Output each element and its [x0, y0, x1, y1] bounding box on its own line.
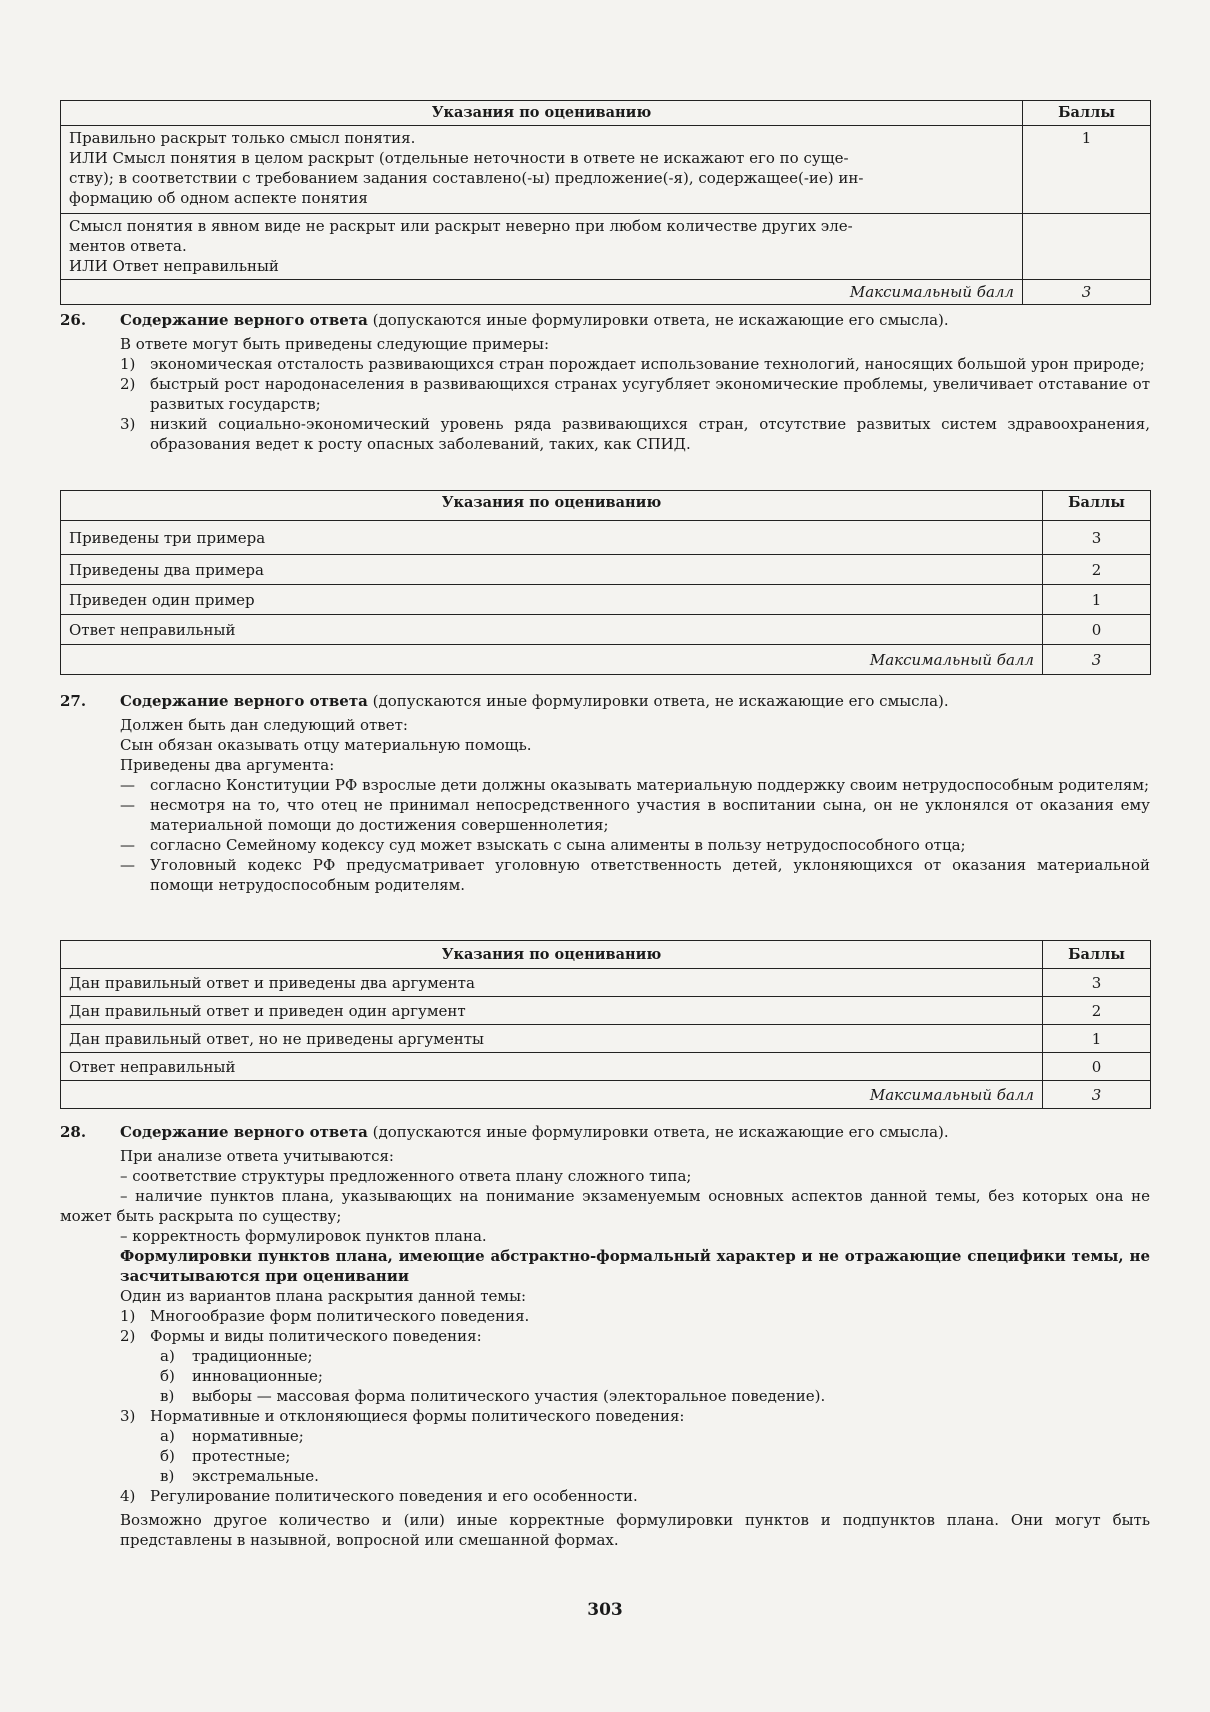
criteria-cell: Дан правильный ответ и приведен один аргумент — [61, 997, 1043, 1025]
answer-heading-note: (допускаются иные формулировки ответа, не искажающие его смысла). — [367, 1123, 949, 1141]
criterion-line: – соответствие структуры предложенного ответа плану сложного типа; — [120, 1167, 692, 1185]
q26-answer — [120, 310, 1150, 454]
points-cell: 1 — [1023, 126, 1151, 214]
points-header: Баллы — [1043, 941, 1151, 969]
criteria-line: Правильно раскрыт только смысл понятия. — [69, 129, 416, 147]
q25-grading-table — [60, 100, 1151, 305]
criterion-line: – корректность формулировок пунктов плана. — [120, 1227, 487, 1245]
answer-heading — [120, 310, 1150, 330]
list-item — [120, 855, 1150, 895]
answer-line: Приведены два аргумента: — [120, 756, 335, 774]
points-cell: 3 — [1043, 969, 1151, 997]
criteria-line: ИЛИ Ответ неправильный — [69, 257, 279, 275]
list-marker: 2) — [120, 375, 136, 393]
points-cell: 2 — [1043, 997, 1151, 1025]
list-item — [120, 775, 1150, 795]
criteria-line: Смысл понятия в явном виде не раскрыт или раскрыт неверно при любом количестве других эле- — [69, 217, 853, 235]
list-marker: а) — [160, 1427, 175, 1445]
list-marker: — — [120, 836, 135, 854]
answer-heading-note: (допускаются иные формулировки ответа, не искажающие его смысла). — [367, 692, 949, 710]
list-marker: — — [120, 856, 135, 874]
list-text: экономическая отсталость развивающихся стран порождает использование технологий, наносящих большой урон природе; — [150, 355, 1145, 373]
q28-answer — [60, 1122, 1150, 1550]
list-text: низкий социально-экономический уровень ряда развивающихся стран, отсутствие развитых систем здравоохранения, образования ведет к росту опасных заболеваний, таких, как СПИД. — [150, 415, 1150, 453]
criterion-line: – наличие пунктов плана, указывающих на понимание экзаменуемым основных аспектов данной темы, без которых она не может быть раскрыта по существу; — [60, 1187, 1150, 1225]
criteria-header: Указания по оцениванию — [61, 941, 1043, 969]
criteria-line: ментов ответа. — [69, 237, 187, 255]
answer-heading-bold: Содержание верного ответа — [120, 311, 368, 329]
criteria-line: формацию об одном аспекте понятия — [69, 189, 368, 207]
points-cell: 0 — [1043, 615, 1151, 645]
max-score-label: Максимальный балл — [61, 645, 1043, 675]
list-text: нормативные; — [192, 1427, 304, 1445]
list-marker: 4) — [120, 1487, 136, 1505]
question-number: 28. — [60, 1123, 87, 1141]
criteria-header: Указания по оцениванию — [61, 491, 1043, 521]
plan-subitem — [160, 1346, 1150, 1366]
max-score-value: 3 — [1043, 645, 1151, 675]
plan-item — [120, 1326, 1150, 1346]
criteria-header: Указания по оцениванию — [61, 101, 1023, 126]
closing-note: Возможно другое количество и (или) иные корректные формулировки пунктов и подпунктов плана. Они могут быть представлены в назывной, вопросной или смешанной формах. — [120, 1511, 1150, 1549]
bold-note: Формулировки пунктов плана, имеющие абстрактно-формальный характер и не отражающие специфики темы, не засчитываются при оценивании — [120, 1247, 1150, 1285]
list-text: быстрый рост народонаселения в развивающихся странах усугубляет экономические проблемы, увеличивает отставание от развитых государств; — [150, 375, 1150, 413]
answer-heading — [120, 691, 1150, 711]
list-marker: а) — [160, 1347, 175, 1365]
max-score-label: Максимальный балл — [61, 280, 1023, 305]
answer-intro: При анализе ответа учитываются: — [120, 1147, 394, 1165]
list-text: Многообразие форм политического поведения. — [150, 1307, 530, 1325]
points-cell: 2 — [1043, 555, 1151, 585]
criteria-cell: Приведены два примера — [61, 555, 1043, 585]
list-text: Формы и виды политического поведения: — [150, 1327, 482, 1345]
list-item — [120, 835, 1150, 855]
plan-subitem — [160, 1366, 1150, 1386]
list-text: инновационные; — [192, 1367, 323, 1385]
list-text: протестные; — [192, 1447, 291, 1465]
list-item — [120, 374, 1150, 414]
plan-item — [120, 1486, 1150, 1506]
q27-grading-table — [60, 940, 1151, 1109]
answer-heading-bold: Содержание верного ответа — [120, 692, 368, 710]
answer-line: Сын обязан оказывать отцу материальную помощь. — [120, 736, 532, 754]
points-cell: 1 — [1043, 1025, 1151, 1053]
list-marker: 2) — [120, 1327, 136, 1345]
list-text: несмотря на то, что отец не принимал непосредственного участия в воспитании сына, он не уклонялся от оказания ему материальной помощи до достижения совершеннолетия; — [150, 796, 1150, 834]
list-marker: б) — [160, 1447, 175, 1465]
answer-heading-bold: Содержание верного ответа — [120, 1123, 368, 1141]
criteria-cell: Ответ неправильный — [61, 1053, 1043, 1081]
list-item — [120, 795, 1150, 835]
criteria-cell: Ответ неправильный — [61, 615, 1043, 645]
list-marker: — — [120, 796, 135, 814]
q26-grading-table — [60, 490, 1151, 675]
plan-list — [60, 1306, 1150, 1506]
list-marker: в) — [160, 1387, 175, 1405]
list-item — [120, 354, 1150, 374]
list-text: традиционные; — [192, 1347, 313, 1365]
criteria-line: ству); в соответствии с требованием задания составлено(-ы) предложение(-я), содержащее(-ие) ин- — [69, 169, 864, 187]
list-text: экстремальные. — [192, 1467, 319, 1485]
points-cell: 0 — [1043, 1053, 1151, 1081]
plan-subitem — [160, 1446, 1150, 1466]
criteria-cell — [61, 214, 1023, 280]
answer-intro: В ответе могут быть приведены следующие примеры: — [120, 335, 550, 353]
plan-item — [120, 1306, 1150, 1326]
list-marker: 1) — [120, 1307, 136, 1325]
q27-answer — [120, 691, 1150, 895]
points-cell: 1 — [1043, 585, 1151, 615]
list-marker: б) — [160, 1367, 175, 1385]
list-text: выборы — массовая форма политического участия (электоральное поведение). — [192, 1387, 826, 1405]
page-number: 303 — [587, 1600, 623, 1620]
plan-item — [120, 1406, 1150, 1426]
question-number: 27. — [60, 692, 87, 710]
plan-subitem — [160, 1426, 1150, 1446]
list-marker: 3) — [120, 415, 136, 433]
list-marker: — — [120, 776, 135, 794]
plan-subitem — [160, 1386, 1150, 1406]
max-score-label: Максимальный балл — [61, 1081, 1043, 1109]
criteria-cell: Приведен один пример — [61, 585, 1043, 615]
points-cell — [1023, 214, 1151, 280]
list-marker: 1) — [120, 355, 136, 373]
criteria-cell: Дан правильный ответ и приведены два аргумента — [61, 969, 1043, 997]
points-header: Баллы — [1023, 101, 1151, 126]
list-text: Регулирование политического поведения и его особенности. — [150, 1487, 638, 1505]
answer-line: Должен быть дан следующий ответ: — [120, 716, 408, 734]
criteria-line: ИЛИ Смысл понятия в целом раскрыт (отдельные неточности в ответе не искажают его по суще- — [69, 149, 849, 167]
points-header: Баллы — [1043, 491, 1151, 521]
plan-intro: Один из вариантов плана раскрытия данной темы: — [120, 1287, 527, 1305]
list-text: согласно Семейному кодексу суд может взыскать с сына алименты в пользу нетрудоспособного отца; — [150, 836, 966, 854]
list-text: Нормативные и отклоняющиеся формы политического поведения: — [150, 1407, 685, 1425]
question-number: 26. — [60, 311, 87, 329]
answer-heading-note: (допускаются иные формулировки ответа, не искажающие его смысла). — [367, 311, 949, 329]
answer-heading — [60, 1122, 1150, 1142]
list-marker: 3) — [120, 1407, 136, 1425]
criteria-cell: Дан правильный ответ, но не приведены аргументы — [61, 1025, 1043, 1053]
points-cell: 3 — [1043, 521, 1151, 555]
list-text: согласно Конституции РФ взрослые дети должны оказывать материальную поддержку своим нетрудоспособным родителям; — [150, 776, 1150, 794]
list-marker: в) — [160, 1467, 175, 1485]
max-score-value: 3 — [1043, 1081, 1151, 1109]
list-item — [120, 414, 1150, 454]
criteria-cell — [61, 126, 1023, 214]
criteria-cell: Приведены три примера — [61, 521, 1043, 555]
plan-subitem — [160, 1466, 1150, 1486]
list-text: Уголовный кодекс РФ предусматривает уголовную ответственность детей, уклоняющихся от оказания материальной помощи нетрудоспособным родителям. — [150, 856, 1150, 894]
max-score-value: 3 — [1023, 280, 1151, 305]
